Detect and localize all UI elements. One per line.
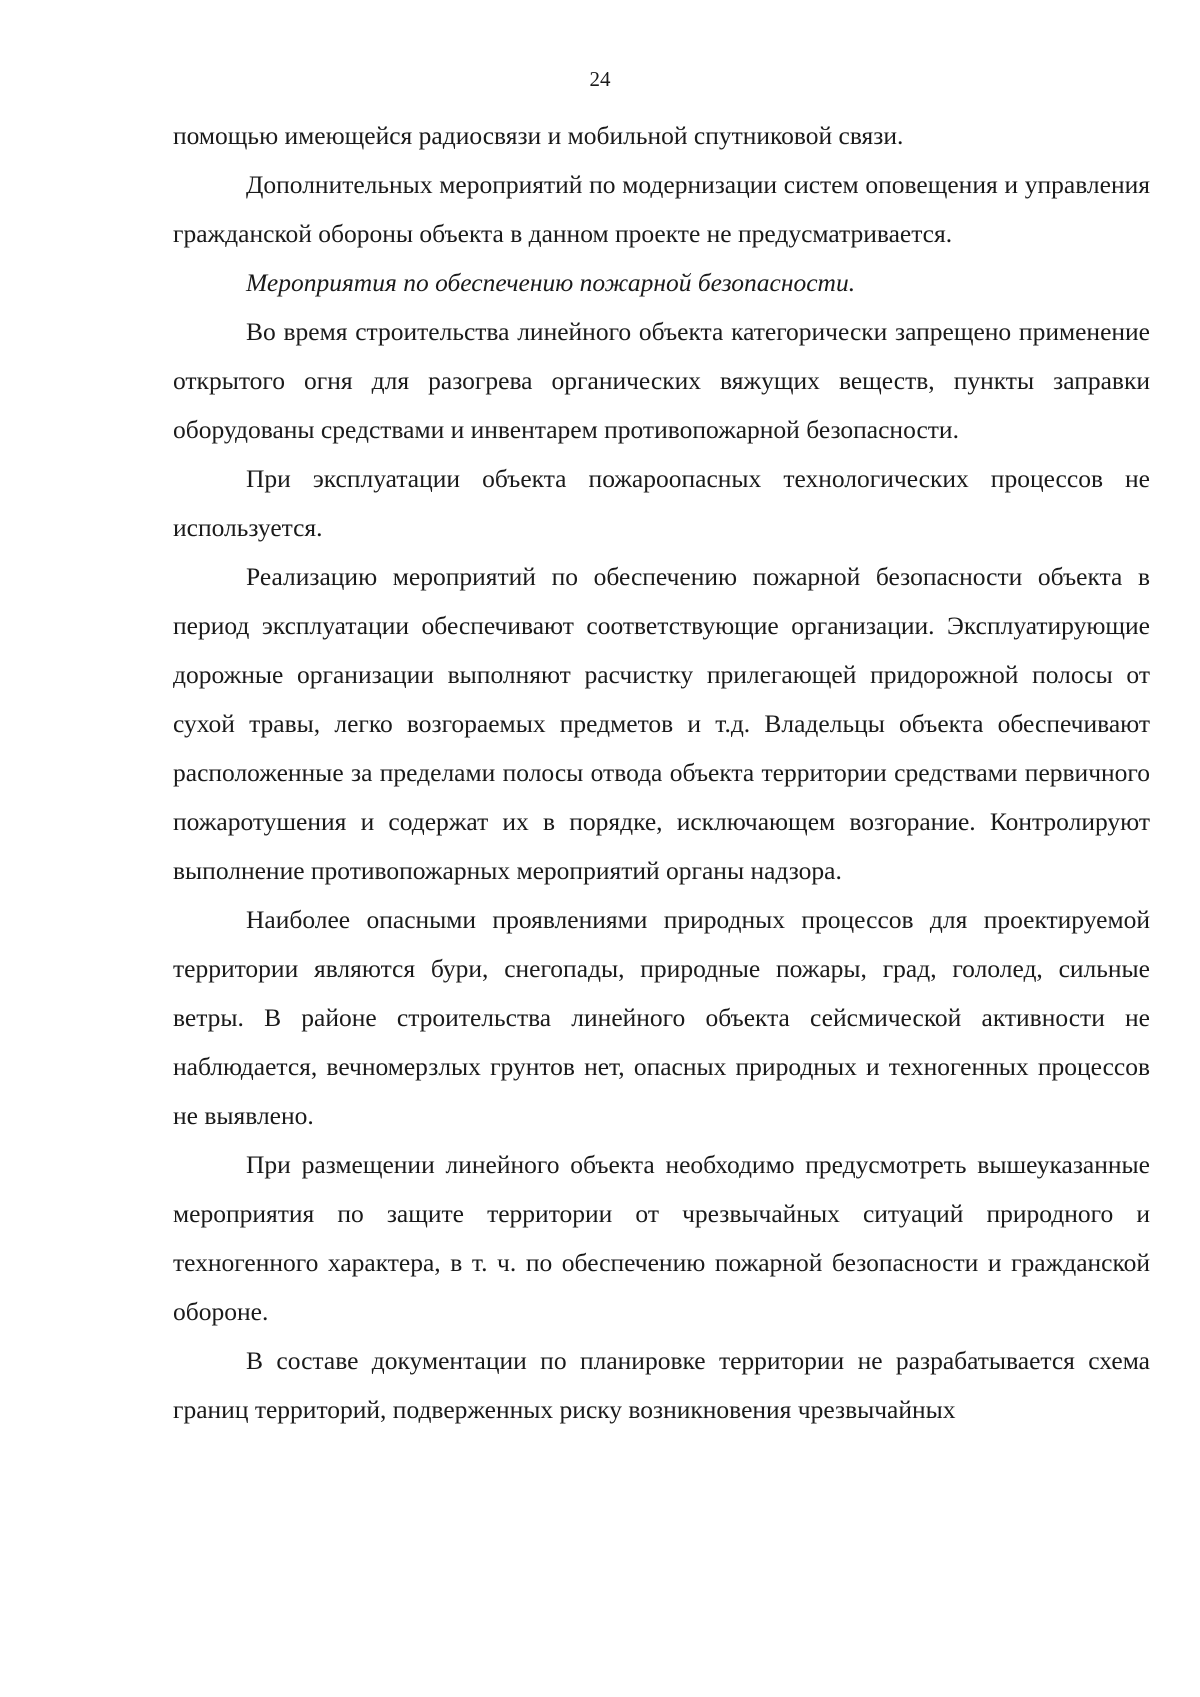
- document-body: [173, 111, 1150, 1434]
- paragraph-operation-processes: При эксплуатации объекта пожароопасных технологических процессов не используется.: [173, 464, 1150, 542]
- paragraph-natural-hazards: Наиболее опасными проявлениями природных процессов для проектируемой территории являются бури, снегопады, природные пожары, град, гололед, сильные ветры. В районе строительства линейного объекта сейсмической активности не наблюдается, вечномерзлых грунтов нет, опасных природных и техногенных процессов не выявлено.: [173, 905, 1150, 1130]
- section-heading-fire-safety: Мероприятия по обеспечению пожарной безопасности.: [246, 268, 856, 297]
- paragraph-continuation: помощью имеющейся радиосвязи и мобильной спутниковой связи.: [173, 121, 904, 150]
- paragraph-planning-documentation: В составе документации по планировке территории не разрабатывается схема границ территорий, подверженных риску возникновения чрезвычайных: [173, 1346, 1150, 1424]
- paragraph-civil-defense-warning: Дополнительных мероприятий по модернизации систем оповещения и управления гражданской обороны объекта в данном проекте не предусматривается.: [173, 170, 1150, 248]
- page-number: 24: [589, 67, 611, 91]
- paragraph-required-measures: При размещении линейного объекта необходимо предусмотреть вышеуказанные мероприятия по защите территории от чрезвычайных ситуаций природного и техногенного характера, в т. ч. по обеспечению пожарной безопасности и гражданской обороне.: [173, 1150, 1150, 1326]
- paragraph-construction-fire-rules: Во время строительства линейного объекта категорически запрещено применение открытого огня для разогрева органических вяжущих веществ, пункты заправки оборудованы средствами и инвентарем противопожарной безопасности.: [173, 317, 1150, 444]
- paragraph-fire-safety-implementation: Реализацию мероприятий по обеспечению пожарной безопасности объекта в период эксплуатации обеспечивают соответствующие организации. Эксплуатирующие дорожные организации выполняют расчистку прилегающей придорожной полосы от сухой травы, легко возгораемых предметов и т.д. Владельцы объекта обеспечивают расположенные за пределами полосы отвода объекта территории средствами первичного пожаротушения и содержат их в порядке, исключающем возгорание. Контролируют выполнение противопожарных мероприятий органы надзора.: [173, 562, 1150, 885]
